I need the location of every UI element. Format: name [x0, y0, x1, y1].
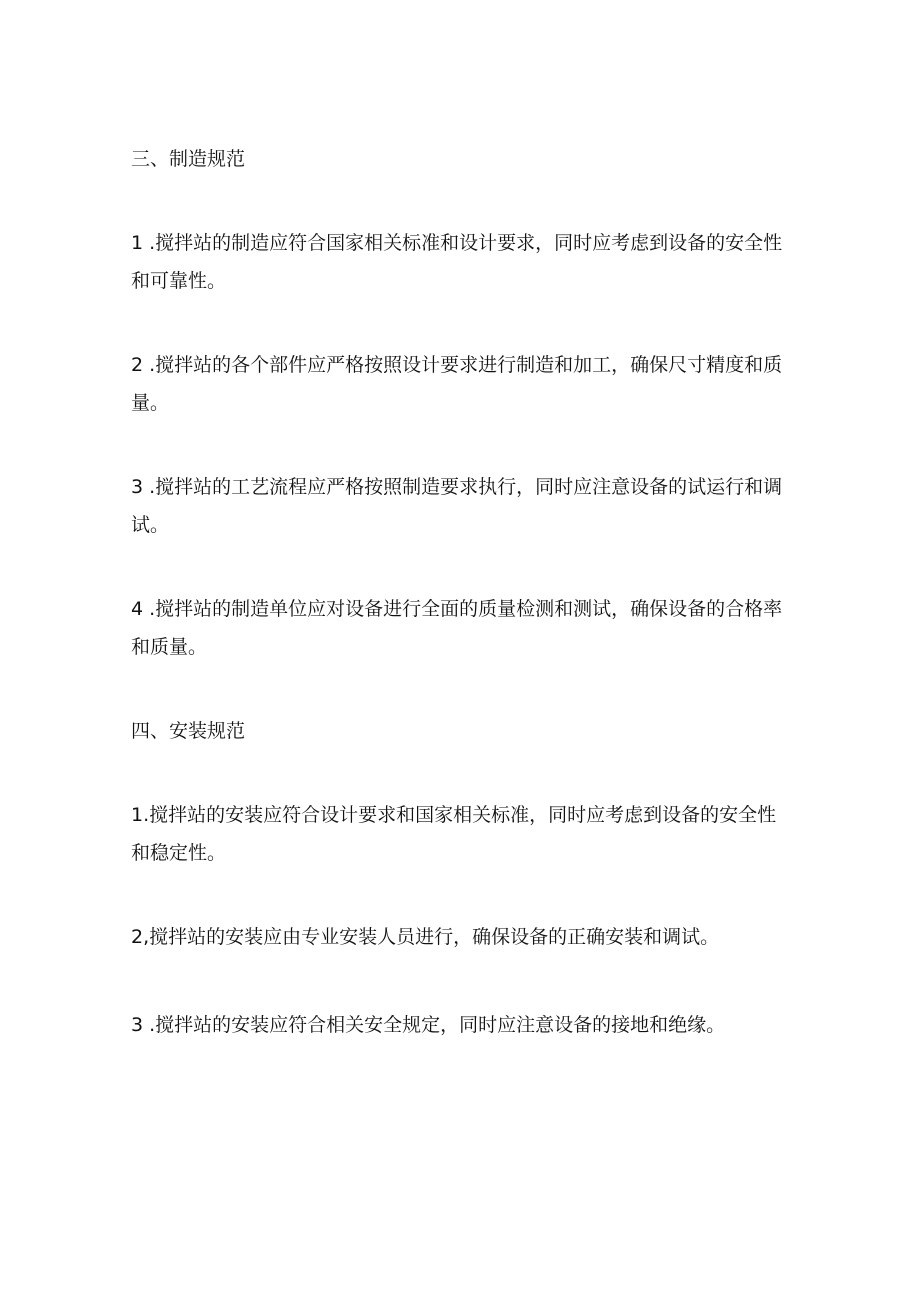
installation-item-2: 2,搅拌站的安装应由专业安装人员进行，确保设备的正确安装和调试。 [131, 926, 720, 948]
manufacturing-item-2: 2 .搅拌站的各个部件应严格按照设计要求进行制造和加工，确保尺寸精度和质量。 [131, 354, 783, 414]
document-body [131, 140, 791, 1044]
installation-item-3: 3 .搅拌站的安装应符合相关安全规定，同时应注意设备的接地和绝缘。 [131, 1014, 726, 1036]
section-heading-installation: 四、安装规范 [131, 720, 246, 742]
section-heading-manufacturing: 三、制造规范 [131, 148, 246, 170]
manufacturing-item-1: 1 .搅拌站的制造应符合国家相关标准和设计要求，同时应考虑到设备的安全性和可靠性。 [131, 232, 783, 292]
manufacturing-item-3: 3 .搅拌站的工艺流程应严格按照制造要求执行，同时应注意设备的试运行和调试。 [131, 476, 783, 536]
installation-item-1: 1.搅拌站的安装应符合设计要求和国家相关标准，同时应考虑到设备的安全性和稳定性。 [131, 804, 777, 864]
manufacturing-item-4: 4 .搅拌站的制造单位应对设备进行全面的质量检测和测试，确保设备的合格率和质量。 [131, 598, 783, 658]
